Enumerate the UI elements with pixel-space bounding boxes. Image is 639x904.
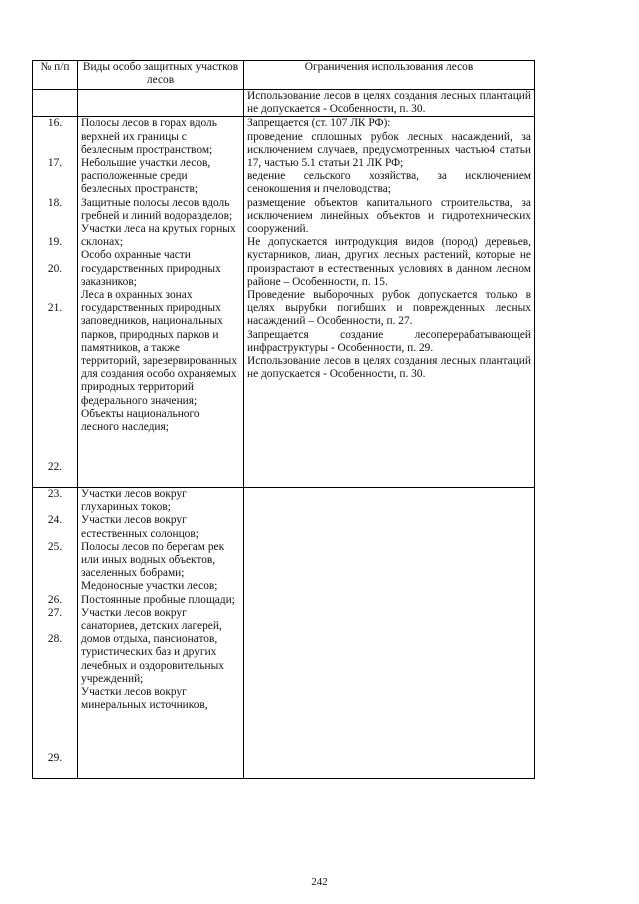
item-number: 21. <box>47 302 63 315</box>
group2-row <box>33 487 535 778</box>
restrictions-table <box>32 60 535 779</box>
carry-over-restriction: Использование лесов в целях создания лесных плантаций не допускается - Особенности, п. 30. <box>244 90 535 117</box>
item-text: Особо охранные части государственных природных заказников; <box>81 249 221 288</box>
table-header-row <box>33 61 535 90</box>
carry-over-row <box>33 90 535 117</box>
item-number: 25. <box>47 540 63 553</box>
restriction-para: проведение сплошных рубок лесных насаждений, за исключением случаев, предусмотренных частью4 статьи 17, частью 5.1 статьи 21 ЛК РФ; <box>247 130 531 170</box>
header-types: Виды особо защитных участков лесов <box>78 61 244 90</box>
item-text: Участки лесов вокруг минеральных источников, <box>81 686 208 712</box>
item-text: Медоносные участки лесов; <box>81 580 218 593</box>
empty-cell <box>78 90 244 117</box>
page-number: 242 <box>311 876 328 888</box>
header-restrictions: Ограничения использования лесов <box>244 61 535 90</box>
item-number: 27. <box>47 606 63 619</box>
item-text: Небольшие участки лесов, расположенные среди безлесных пространств; <box>81 157 211 196</box>
item-number: 23. <box>47 487 63 500</box>
item-text: Защитные полосы лесов вдоль гребней и линий водоразделов; <box>81 196 233 222</box>
item-text: Постоянные пробные площади; <box>81 593 235 606</box>
header-number: № п/п <box>33 61 78 90</box>
item-text: Полосы лесов в горах вдоль верхней их границы с безлесным пространством; <box>81 117 217 156</box>
item-text: Полосы лесов по берегам рек или иных водных объектов, заселенных бобрами; <box>81 540 225 580</box>
group1-numbers <box>33 117 78 488</box>
item-text: Леса в охранных зонах государственных природных заповедников, национальных парков, природных парков и памятников, а также территорий, зарезервированных для создания особо охраняемых природных территорий федерального значения; <box>81 289 238 407</box>
item-number: 20. <box>47 262 63 275</box>
item-number: 17. <box>47 157 63 169</box>
item-number: 22. <box>47 460 63 473</box>
group1-row <box>33 117 535 488</box>
item-text: Участки лесов вокруг санаториев, детских лагерей, домов отдыха, пансионатов, туристических баз и других лечебных и оздоровительных учреждений; <box>81 606 224 685</box>
item-text: Участки леса на крутых горных склонах; <box>81 223 236 249</box>
restriction-para: Запрещается создание лесоперерабатывающей инфраструктуры - Особенности, п. 29. <box>247 328 531 354</box>
restriction-para: Запрещается (ст. 107 ЛК РФ): <box>247 117 391 130</box>
group2-types <box>78 487 244 778</box>
empty-cell <box>33 90 78 117</box>
restriction-para: Не допускается интродукция видов (пород) деревьев, кустарников, лиан, других лесных растений, которые не произрастают в естественных условиях в данном лесном районе – Особенности, п. 15. <box>247 236 531 288</box>
group1-types <box>78 117 244 488</box>
restriction-para: Использование лесов в целях создания лесных плантаций не допускается - Особенности, п. 30. <box>247 355 531 381</box>
group1-restrictions <box>244 117 535 488</box>
item-number: 24. <box>47 514 63 527</box>
item-text: Участки лесов вокруг естественных солонцов; <box>81 514 199 540</box>
group2-restrictions-empty <box>244 487 535 778</box>
item-text: Участки лесов вокруг глухариных токов; <box>81 487 187 514</box>
item-number: 26. <box>47 593 63 606</box>
restriction-para: Проведение выборочных рубок допускается только в целях вырубки погибших и поврежденных лесных насаждений – Особенности, п. 27. <box>247 289 531 328</box>
item-number: 28. <box>47 633 63 646</box>
item-number: 29. <box>47 751 63 764</box>
item-number: 16. <box>47 117 63 130</box>
group2-numbers <box>33 487 78 778</box>
restriction-para: размещение объектов капитального строительства, за исключением линейных объектов и гидротехнических сооружений. <box>247 196 531 236</box>
restriction-para: ведение сельского хозяйства, за исключением сенокошения и пчеловодства; <box>247 170 531 196</box>
item-number: 18. <box>47 196 63 209</box>
item-number: 19. <box>47 236 63 249</box>
item-text: Объекты национального лесного наследия; <box>81 407 200 434</box>
